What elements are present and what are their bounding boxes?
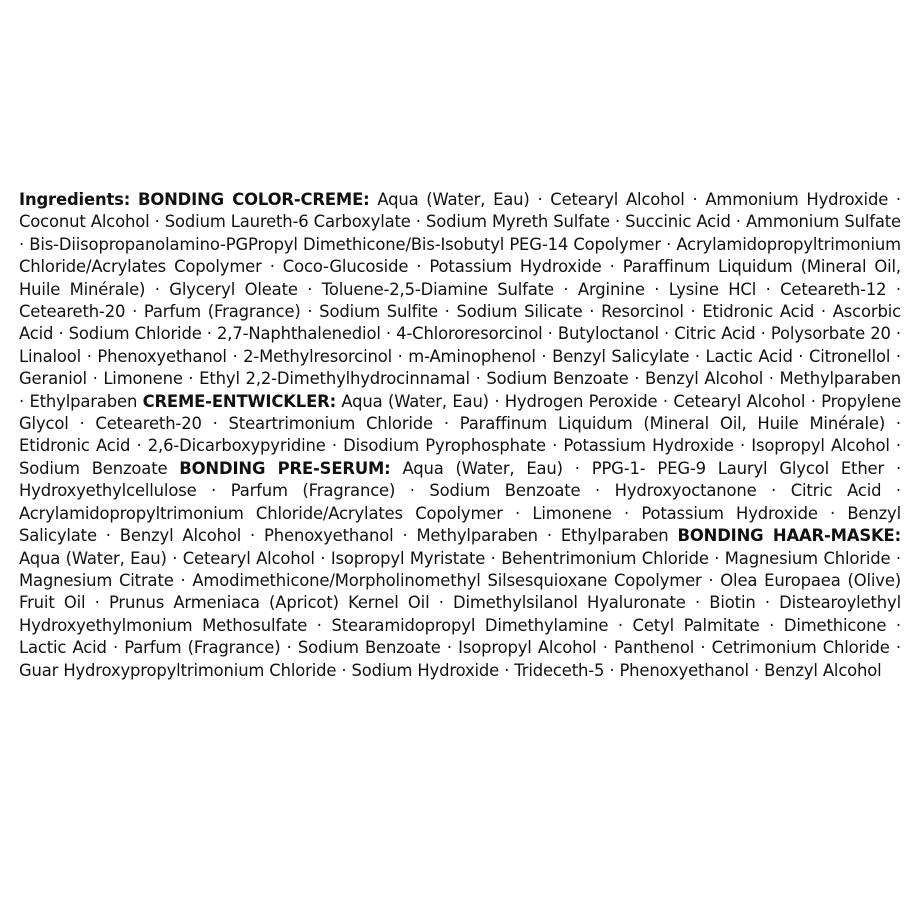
section-heading-creme-entwickler: CREME-ENTWICKLER: xyxy=(142,391,337,411)
ingredients-list xyxy=(19,189,901,682)
section-heading-bonding-color-creme: BONDING COLOR-CREME: xyxy=(137,190,370,209)
section-text-bonding-color-creme: Aqua (Water, Eau) · Cetearyl Alcohol · Ammonium Hydroxide · Coconut Alcohol · Sodium Laureth-6 Carboxylate · Sodium Myreth Sulfate · Succinic Acid · Ammonium Sulfate · Bis-Diisopropanolamino-PGPropyl Dimethicone/Bis-Isobutyl PEG-14 Copolymer · Acrylamidopropyltrimonium Chloride/Acrylates Copolymer · Coco-Glucoside · Potassium Hydroxide · Paraffinum Liquidum (Mineral Oil, Huile Minérale) · Glyceryl Oleate · Toluene-2,5-Diamine Sulfate · Arginine · Lysine HCl · Ceteareth-12 · Ceteareth-20 · Parfum (Fragrance) · Sodium Sulfite · Sodium Silicate · Resorcinol · Etidronic Acid · Ascorbic Acid · Sodium Chloride · 2,7-Naphthalenediol · 4-Chlororesorcinol · Butyloctanol · Citric Acid · Polysorbate 20 · Linalool · Phenoxyethanol · 2-Methylresorcinol · m-Aminophenol · Benzyl Salicylate · Lactic Acid · Citronellol · Geraniol · Limonene · Ethyl 2,2-Dimethylhydrocinnamal · Sodium Benzoate · Benzyl Alcohol · Methylparaben · Ethylparaben xyxy=(19,190,901,411)
section-heading-bonding-haar-maske: BONDING HAAR-MASKE: xyxy=(677,526,902,546)
section-heading-bonding-pre-serum: BONDING PRE-SERUM: xyxy=(179,458,391,478)
section-text-bonding-haar-maske: Aqua (Water, Eau) · Cetearyl Alcohol · Isopropyl Myristate · Behentrimonium Chloride · Magnesium Chloride · Magnesium Citrate · Amodimethicone/Morpholinomethyl Silsesquioxane Copolymer · Olea Europaea (Olive) Fruit Oil · Prunus Armeniaca (Apricot) Kernel Oil · Dimethylsilanol Hyaluronate · Biotin · Distearoylethyl Hydroxyethylmonium Methosulfate · Stearamidopropyl Dimethylamine · Cetyl Palmitate · Dimethicone · Lactic Acid · Parfum (Fragrance) · Sodium Benzoate · Isopropyl Alcohol · Panthenol · Cetrimonium Chloride · Guar Hydroxypropyltrimonium Chloride · Sodium Hydroxide · Trideceth-5 · Phenoxyethanol · Benzyl Alcohol xyxy=(19,548,901,680)
section-text-creme-entwickler: Aqua (Water, Eau) · Hydrogen Peroxide · Cetearyl Alcohol · Propylene Glycol · Ceteareth-20 · Steartrimonium Chloride · Paraffinum Liquidum (Mineral Oil, Huile Minérale) · Etidronic Acid · 2,6-Dicarboxypyridine · Disodium Pyrophosphate · Potassium Hydroxide · Isopropyl Alcohol · Sodium Benzoate xyxy=(19,391,902,478)
ingredients-label: Ingredients: xyxy=(19,190,131,209)
section-text-bonding-pre-serum: Aqua (Water, Eau) · PPG-1- PEG-9 Lauryl Glycol Ether · Hydroxyethylcellulose · Parfum (Fragrance) · Sodium Benzoate · Hydroxyoctanone · Citric Acid · Acrylamidopropyltrimonium Chloride/Acrylates Copolymer · Limonene · Potassium Hydroxide · Benzyl Salicylate · Benzyl Alcohol · Phenoxyethanol · Methylparaben · Ethylparaben xyxy=(19,458,902,546)
